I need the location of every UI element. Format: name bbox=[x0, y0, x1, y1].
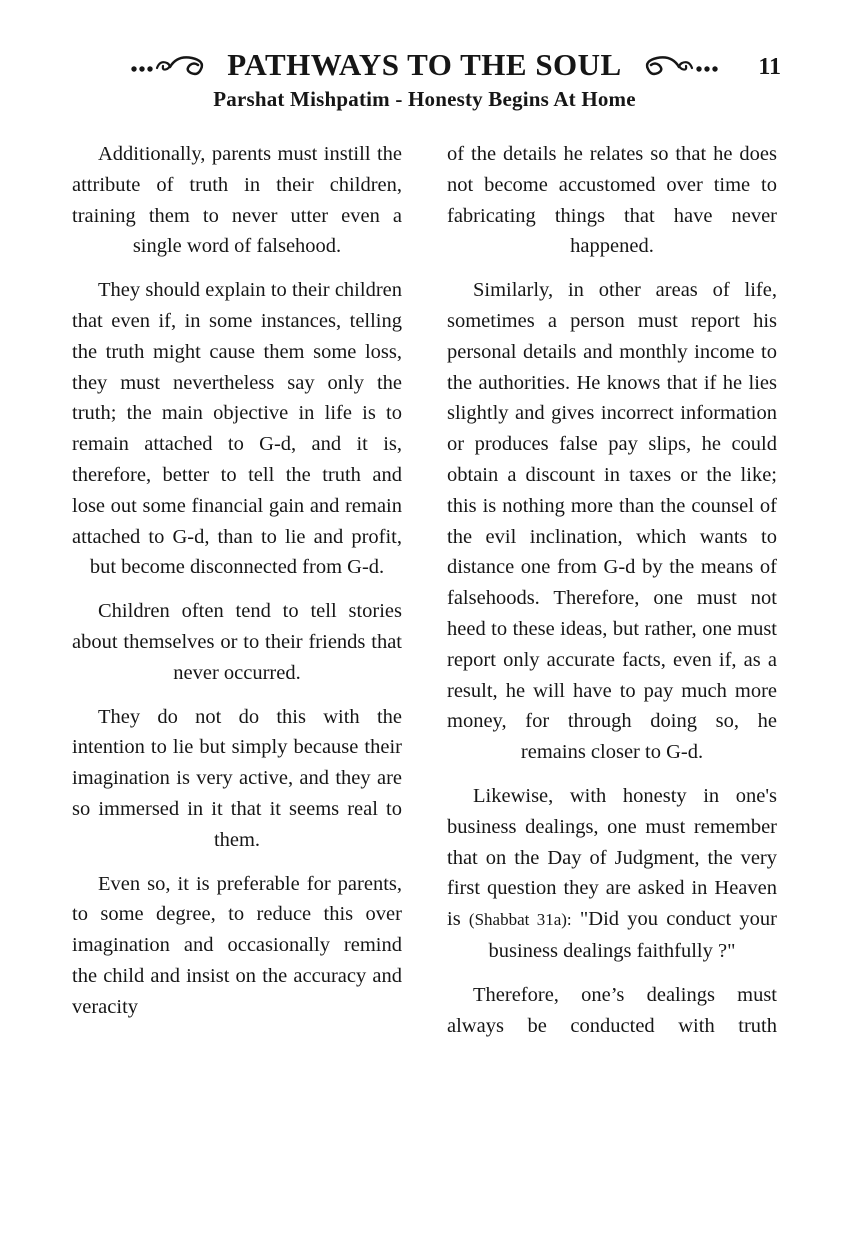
citation-ref: (Shabbat 31a): bbox=[468, 910, 572, 930]
paragraph bbox=[72, 702, 402, 856]
text-segment: Therefore, one’s dealings must always be conducted with truth bbox=[447, 983, 777, 1037]
text-segment: Similarly, in other areas of life, sometimes a person must report his personal details and monthly income to the authorities. He knows that if he lies slightly and gives incorrect information or produces false pay slips, he could obtain a discount in taxes or the like; this is nothing more than the counsel of the evil inclination, which wants to distance one from G-d by the means of falsehoods. Therefore, one must not heed to these ideas, but rather, one must report only accurate facts, even if, as a result, he will have to pay much more money, for through doing so, he remains closer to G-d. bbox=[447, 279, 777, 764]
text-segment: Additionally, parents must instill the attribute of truth in their children, training them to never utter even a single word of falsehood. bbox=[72, 143, 402, 258]
page-title: PATHWAYS TO THE SOUL bbox=[227, 47, 622, 82]
paragraph bbox=[447, 781, 777, 967]
paragraph bbox=[72, 869, 402, 1023]
flourish-left-icon bbox=[129, 52, 221, 78]
page-subtitle: Parshat Mishpatim - Honesty Begins At Home bbox=[213, 87, 636, 111]
paragraph bbox=[72, 596, 402, 688]
paragraph bbox=[72, 275, 402, 583]
text-segment: Children often tend to tell stories about themselves or to their friends that never occurred. bbox=[72, 600, 402, 684]
text-segment: Likewise, with honesty in one's business dealings, one must remember that on the Day of Judgment, the very first question they are asked in Heaven is bbox=[447, 784, 777, 931]
book-page bbox=[0, 46, 846, 1054]
paragraph bbox=[447, 275, 777, 768]
title-line bbox=[72, 46, 777, 84]
text-segment: of the details he relates so that he does not become accustomed over time to fabricating things that have never happened. bbox=[447, 143, 777, 258]
flourish-right-icon bbox=[628, 52, 720, 78]
paragraph bbox=[447, 139, 777, 262]
paragraph bbox=[447, 980, 777, 1042]
text-segment: They do not do this with the intention to lie but simply because their imagination is very active, and they are so immersed in it that it seems real to them. bbox=[72, 705, 402, 851]
page-number: 11 bbox=[758, 54, 781, 80]
text-segment: They should explain to their children that even if, in some instances, telling the truth might cause them some loss, they must nevertheless say only the truth; the main objective in life is to remain attached to G-d, and it is, therefore, better to tell the truth and lose out some financial gain and remain attached to G-d, than to lie and profit, but become disconnected from G-d. bbox=[72, 279, 402, 579]
text-segment: Even so, it is preferable for parents, to some degree, to reduce this over imagination and occasionally remind the child and insist on the accuracy and veracity bbox=[72, 872, 402, 1018]
paragraph bbox=[72, 139, 402, 262]
left-column bbox=[72, 139, 402, 1054]
page-header bbox=[72, 46, 781, 112]
right-column bbox=[447, 139, 777, 1054]
text-segment: "Did you conduct your business dealings faithfully ?" bbox=[488, 908, 777, 962]
text-columns bbox=[72, 139, 777, 1054]
